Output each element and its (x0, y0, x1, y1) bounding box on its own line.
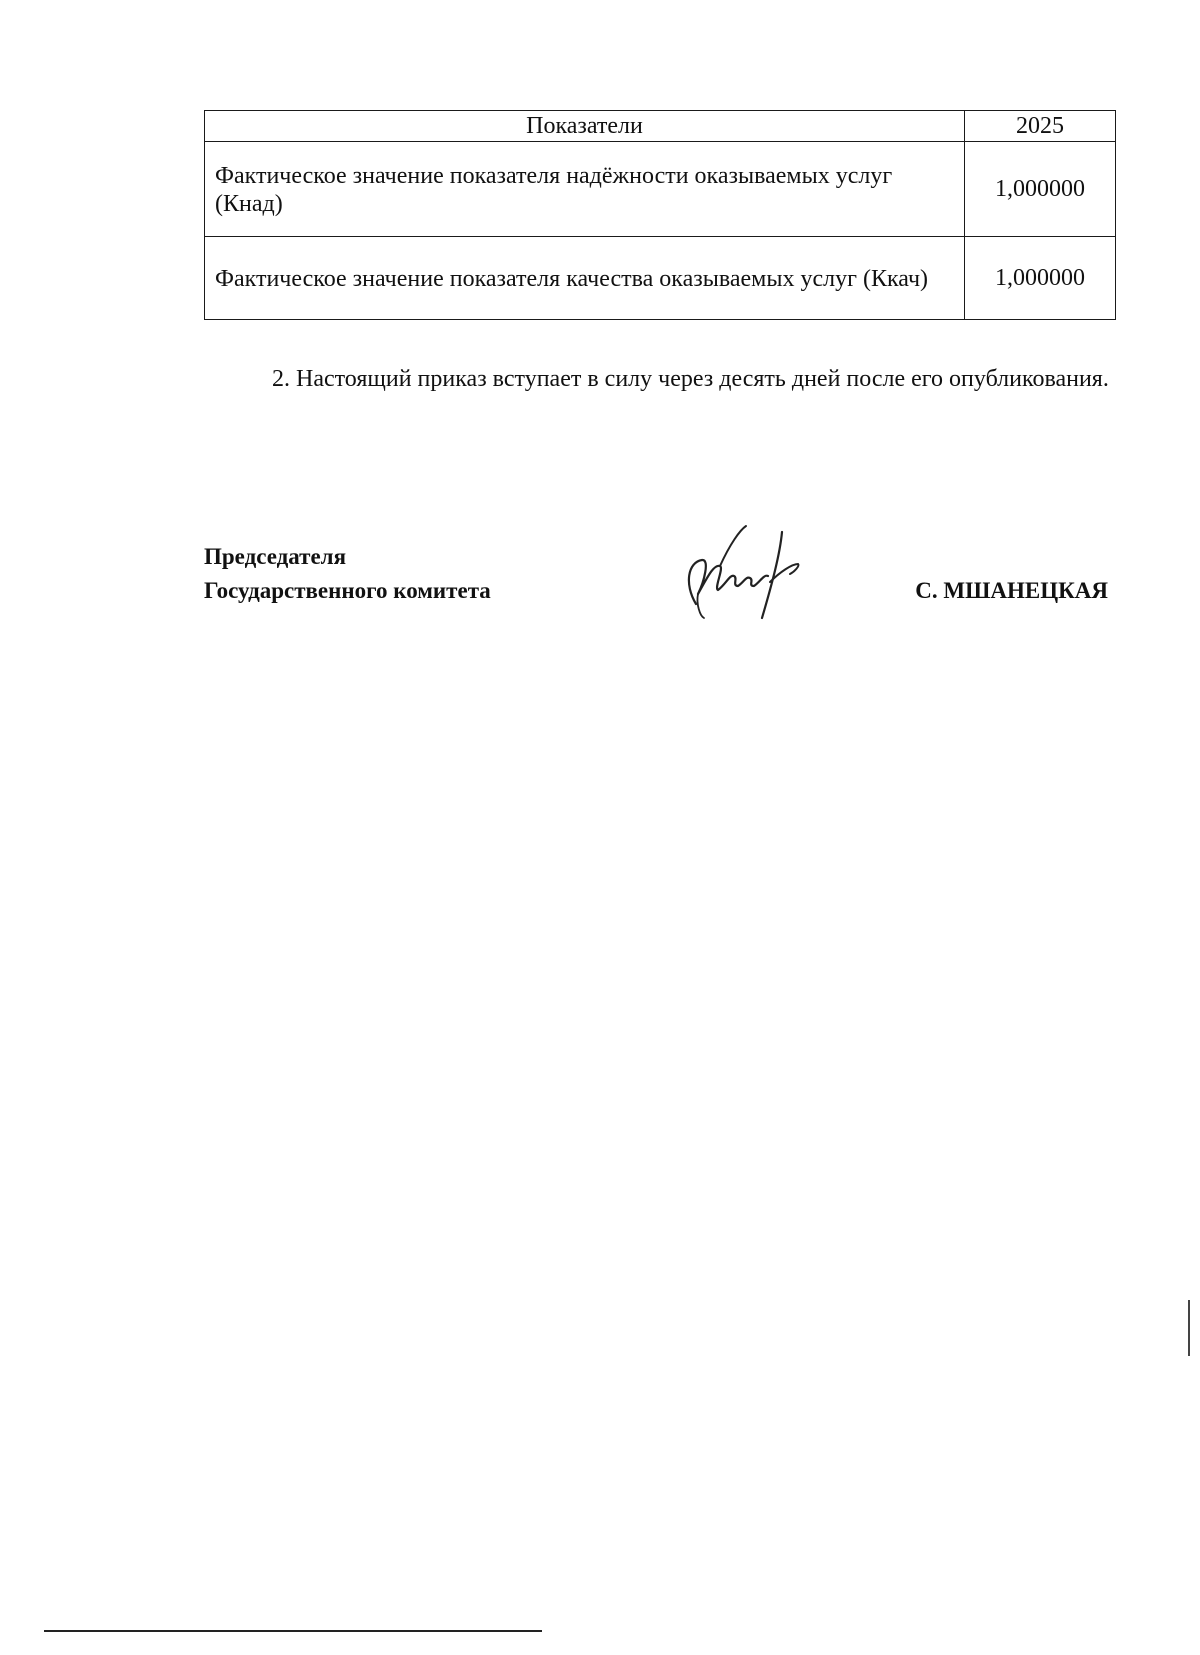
indicator-reliability-value: 1,000000 (965, 142, 1116, 237)
signature-block (204, 540, 1112, 640)
handwritten-signature (674, 524, 814, 624)
indicator-reliability-label: Фактическое значение показателя надёжности оказываемых услуг (Кнад) (205, 142, 965, 237)
table-row (205, 142, 1116, 237)
signer-position (204, 540, 491, 608)
effective-date-paragraph: 2. Настоящий приказ вступает в силу через десять дней после его опубликования. (272, 366, 1109, 392)
table-header-row (205, 111, 1116, 142)
signer-name: С. МШАНЕЦКАЯ (915, 578, 1108, 603)
indicator-quality-value: 1,000000 (965, 237, 1116, 320)
footnote-separator (44, 1630, 542, 1632)
header-year: 2025 (965, 111, 1116, 142)
signer-position-line-1: Председателя (204, 544, 347, 569)
indicators-table (204, 110, 1116, 320)
signer-position-line-2: Государственного комитета (204, 578, 491, 603)
indicator-quality-label: Фактическое значение показателя качества оказываемых услуг (Ккач) (205, 237, 965, 320)
table-row (205, 237, 1116, 320)
margin-mark (1188, 1300, 1190, 1356)
header-indicators: Показатели (205, 111, 965, 142)
